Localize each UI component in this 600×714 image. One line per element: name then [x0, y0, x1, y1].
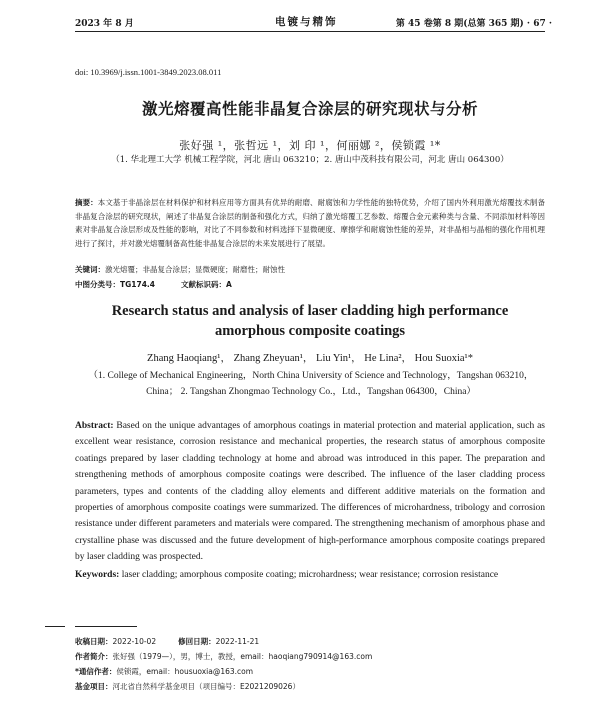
chinese-keywords — [75, 264, 545, 275]
chinese-authors: 张好强 ¹，张哲远 ¹，刘 印 ¹，何丽娜 ²，侯锁霞 ¹* — [179, 139, 441, 152]
received-label: 收稿日期： — [75, 637, 113, 646]
footnotes — [75, 634, 372, 694]
chinese-title: 激光熔覆高性能非晶复合涂层的研究现状与分析 — [141, 100, 478, 118]
footnote-dash — [45, 626, 65, 627]
revised-date: 2022-11-21 — [215, 637, 260, 646]
english-keywords-text: laser cladding; amorphous composite coating; microhardness; wear resistance; corrosion resistance — [119, 570, 499, 580]
clc-value: TG174.4 — [120, 280, 155, 289]
english-title-line1: Research status and analysis of laser cladding high performance — [111, 303, 509, 319]
author-bio-label: 作者简介： — [75, 652, 113, 661]
doccode-label: 文献标识码： — [181, 280, 226, 289]
chinese-keywords-label: 关键词： — [75, 265, 105, 274]
clc-label: 中图分类号： — [75, 280, 120, 289]
author-bio: 张好强（1979—），男，博士，教授，email：haoqiang790914@163.com — [112, 652, 373, 661]
chinese-abstract-text: 本文基于非晶涂层在材料保护和材料应用等方面具有优异的耐磨、耐腐蚀和力学性能的独特优势，介绍了国内外利用激光熔覆技术制备非晶复合涂层的研究现状，阐述了非晶复合涂层的制备和强化方式，归纳了激光熔覆工艺参数、熔覆合金元素种类与含量、不同添加材料等因素对非晶复合涂层形成及性能的影响，对比了不同参数和材料选择下显微硬度、摩擦学和耐腐蚀性能的差异，对非晶相与晶相的强化作用机理进行了探讨，并对激光熔覆制备高性能非晶复合涂层的未来发展进行了展望。 — [75, 198, 546, 248]
funding-label: 基金项目： — [75, 682, 113, 691]
doccode-value: A — [226, 280, 232, 289]
chinese-affiliation: （1. 华北理工大学 机械工程学院，河北 唐山 063210；2. 唐山中茂科技有限公司，河北 唐山 064300） — [111, 155, 509, 165]
corresponding-author: 侯锁霞，email：housuoxia@163.com — [116, 667, 254, 676]
footnote-funding — [75, 679, 372, 694]
english-title-line2: amorphous composite coatings — [214, 323, 406, 339]
header-date: 2023 年 8 月 — [75, 19, 134, 29]
english-keywords-label: Keywords: — [75, 570, 120, 580]
footnote-corresponding — [75, 664, 372, 679]
header-rule — [75, 31, 545, 32]
english-title — [75, 301, 545, 341]
revised-label: 修回日期： — [178, 637, 216, 646]
classification-line — [75, 279, 232, 290]
english-abstract-text: Based on the unique advantages of amorphous coatings in material protection and material application, such as excellent wear resistance, corrosion resistance and mechanical properties, the research status of amorphous composite coatings prepared by laser cladding technology at home and abroad was introduced in this paper. The preparation and strengthening methods of amorphous composite coatings were described. The influence of the laser cladding process parameters, types and contents of the cladding alloy elements and different additive materials on the formation and properties of amorphous composite coatings were summarized. The differences of microhardness, tribology and corrosion resistance under different parameters and materials were compared. The strengthening mechanism of amorphous phase and crystalline phase was discussed and the future development of high-performance amorphous composite coatings prepared by laser cladding was prospected. — [75, 421, 545, 563]
journal-name: 电镀与精饰 — [275, 16, 338, 28]
footnote-rule — [75, 626, 137, 627]
footnote-dates — [75, 634, 372, 649]
corresponding-label: *通信作者： — [75, 667, 117, 676]
chinese-keywords-text: 激光熔覆；非晶复合涂层；显微硬度；耐磨性；耐蚀性 — [105, 265, 285, 274]
chinese-abstract-label: 摘要： — [75, 198, 98, 207]
english-affiliation: （1. College of Mechanical Engineering，North China University of Science and Technology，Tangshan 063210，China； 2. Tangshan Zhongmao Technology Co.，Ltd.，Tangshan 064300，China） — [88, 371, 534, 397]
header-volume-page: 第 45 卷第 8 期(总第 365 期) · 67 · — [395, 19, 552, 29]
received-date: 2022-10-02 — [112, 637, 157, 646]
doi-line: doi: 10.3969/j.issn.1001-3849.2023.08.011 — [75, 67, 222, 77]
footnote-author — [75, 649, 372, 664]
english-authors: Zhang Haoqiang¹， Zhang Zheyuan¹， Liu Yin¹， He Lina²， Hou Suoxia¹* — [147, 353, 473, 364]
english-keywords — [75, 567, 545, 583]
running-header — [75, 12, 552, 30]
english-abstract-label: Abstract: — [75, 421, 114, 431]
chinese-abstract — [75, 196, 545, 250]
english-abstract — [75, 418, 545, 566]
funding-project: 河北省自然科学基金项目（项目编号：E2021209026） — [112, 682, 300, 691]
